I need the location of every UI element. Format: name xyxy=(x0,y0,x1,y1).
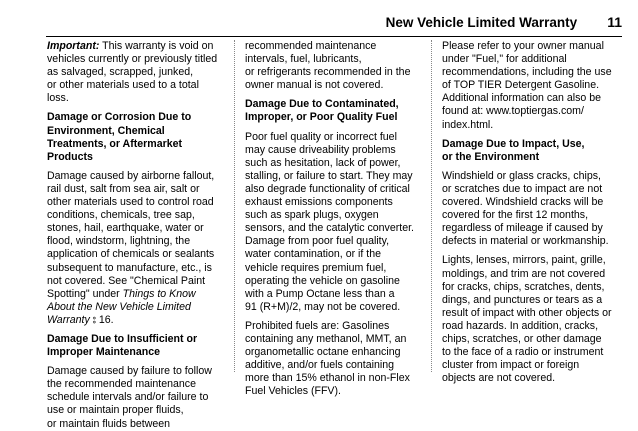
page-header xyxy=(0,14,622,34)
paragraph: Lights, lenses, mirrors, paint, grille, moldings, and trim are not covered for cracks, chips, scratches, dents, dings, and punctures or tears as a result of impact with other objects or road hazards. In addition, cracks, chips, scratches, or other damage to the face of a radio or instrument cluster from impact or foreign objects are not covered. xyxy=(442,254,612,385)
cross-reference-link[interactable]: Things to Know xyxy=(122,287,196,300)
section-heading: Damage Due to Impact, Use, or the Environment xyxy=(442,137,585,163)
section-heading: Damage or Corrosion Due to Environment, Chemical Treatments, or Aftermarket Products xyxy=(47,111,192,163)
important-note: Important: This warranty is void on vehicles currently or previously titled as salvaged, scrapped, junked, or other materials used to a total loss. xyxy=(47,40,218,105)
paragraph: Damage caused by failure to follow the recommended maintenance schedule intervals and/or failure to use or maintain proper fluids, or maintain fluids between xyxy=(47,365,212,430)
section-heading: Damage Due to Contaminated, Improper, or Poor Quality Fuel xyxy=(245,98,399,124)
header-title: New Vehicle Limited Warranty xyxy=(385,15,578,30)
paragraph: Prohibited fuels are: Gasolines containing any methanol, MMT, an organometallic octane enhancing additive, and/or fuels containing more than 15% ethanol in non-Flex Fuel Vehicles (FFV). xyxy=(245,319,410,398)
column-divider xyxy=(431,40,432,372)
paragraph: recommended maintenance intervals, fuel, lubricants, or refrigerants recommended in the owner manual is not covered. xyxy=(245,40,411,92)
cross-reference-link[interactable]: About the New Vehicle Limited xyxy=(47,300,191,313)
column-1 xyxy=(47,40,220,431)
important-label: Important: xyxy=(47,40,100,52)
paragraph: Please refer to your owner manual under "Fuel," for additional recommendations, including the use of TOP TIER Detergent Gasoline. Additional information can also be found at: www.toptiergas.com/ index.html. xyxy=(442,40,612,131)
header-rule xyxy=(46,36,622,37)
url-link[interactable]: index.html. xyxy=(442,118,494,131)
column-divider xyxy=(234,40,235,372)
column-3 xyxy=(442,40,615,385)
paragraph: Poor fuel quality or incorrect fuel may cause driveability problems such as hesitation, lack of power, stalling, or failure to start. They may also degrade functionality of critical exhaust emissions components such as spark plugs, oxygen sensors, and the catalytic converter. Damage from poor fuel quality, water contamination, or if the vehicle requires premium fuel, operating the vehicle on gasoline with a Pump Octane less than a 91 (R+M)/2, may not be covered. xyxy=(245,130,414,313)
url-link[interactable]: found at: www.toptiergas.com/ xyxy=(442,105,584,118)
cross-reference-link[interactable]: Warranty xyxy=(47,313,90,326)
paragraph: Windshield or glass cracks, chips, or scratches due to impact are not covered. Windshield cracks will be covered for the first 12 months, regardless of mileage if caused by defects in material or workmanship. xyxy=(442,169,609,248)
page-number: 11 xyxy=(607,14,622,30)
page-reference: ⦂ 16. xyxy=(89,313,114,326)
paragraph: Damage caused by airborne fallout, rail dust, salt from sea air, salt or other materials used to control road conditions, chemicals, tree sap, stones, hail, earthquake, water or flood, windstorm, lightning, the application of chemicals or sealants subsequent to manufacture, etc., is not covered. See "Chemical Paint Spotting" under Things to Know About the New Vehicle Limited Warranty ⦂ 16. xyxy=(47,169,215,326)
section-heading: Damage Due to Insufficient or Improper Maintenance xyxy=(47,332,198,359)
column-2 xyxy=(245,40,418,398)
